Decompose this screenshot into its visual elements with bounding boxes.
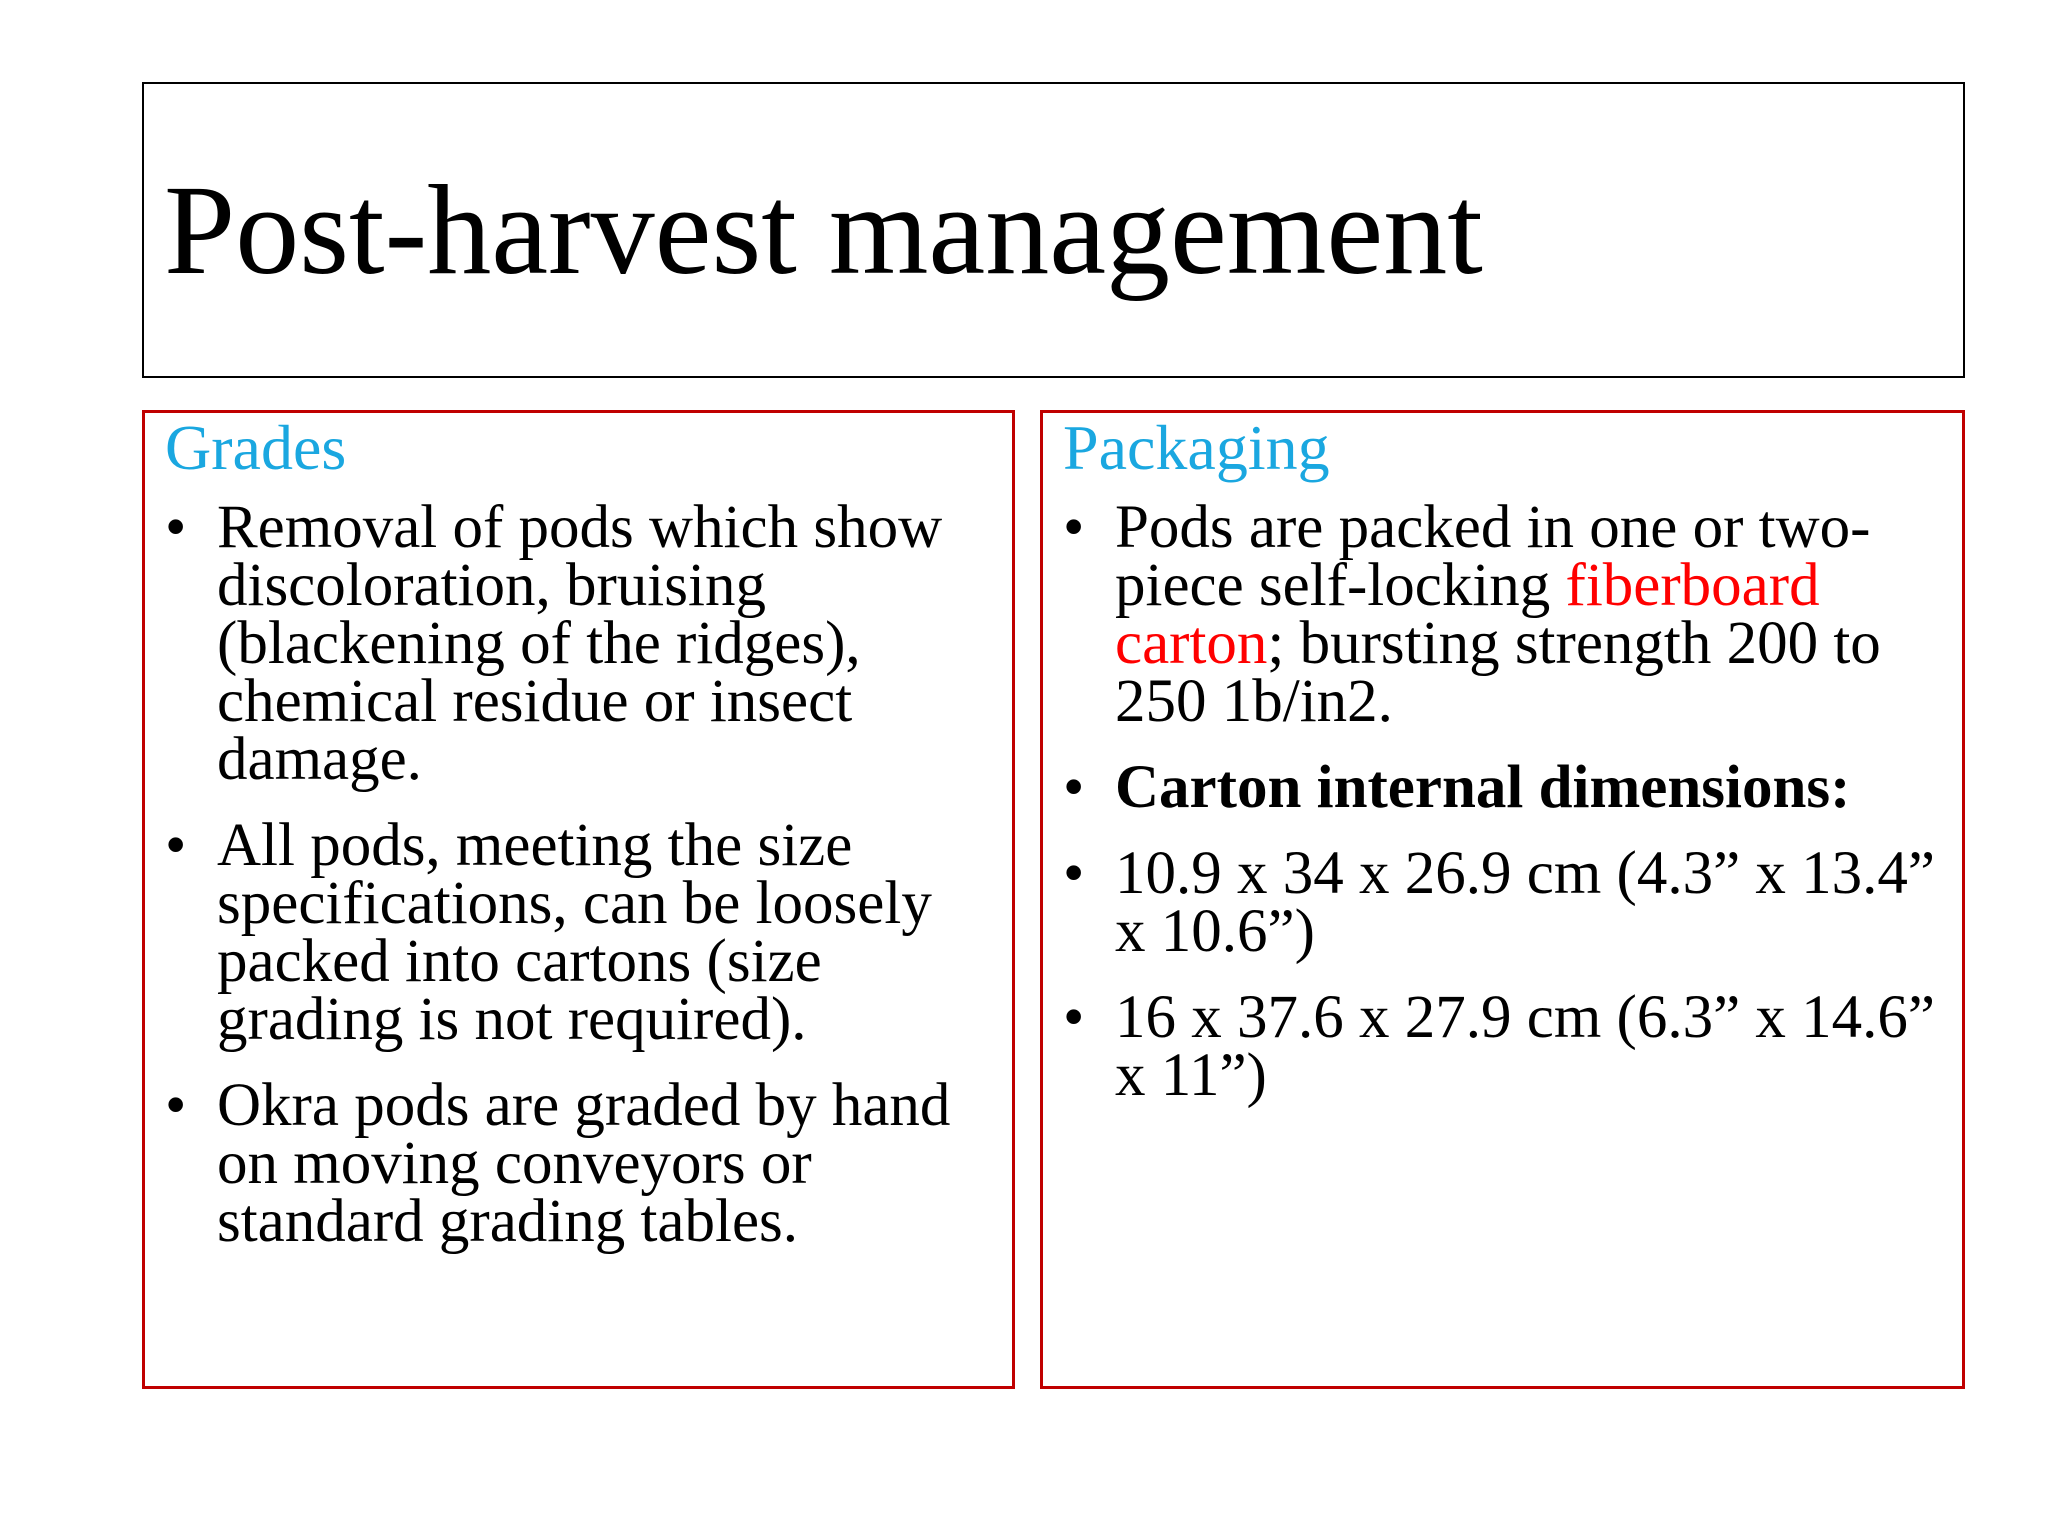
- grades-panel: [142, 410, 1015, 1389]
- carton-dimension-2: 16 x 37.6 x 27.9 cm (6.3” x 14.6” x 11”): [1115, 984, 1935, 1109]
- packaging-item-2: [1063, 754, 1956, 821]
- grades-item-2: [165, 812, 1006, 1053]
- grades-heading: Grades: [165, 412, 347, 483]
- bullet-icon: •: [1063, 494, 1085, 561]
- slide-title: Post-harvest management: [164, 159, 1483, 301]
- carton-dimension-1: 10.9 x 34 x 26.9 cm (4.3” x 13.4” x 10.6”): [1115, 840, 1935, 965]
- grades-item-text: Okra pods are graded by hand on moving conveyors or standard grading tables.: [217, 1072, 951, 1255]
- grades-list: [165, 494, 1006, 1279]
- bullet-icon: •: [1063, 754, 1085, 821]
- title-box: [142, 82, 1965, 378]
- packaging-item-1: [1063, 494, 1956, 735]
- bullet-icon: •: [165, 1072, 187, 1139]
- fiberboard-carton-highlight: fiberboard carton: [1115, 552, 1820, 677]
- bullet-icon: •: [165, 812, 187, 879]
- packaging-item-text-start: Pods are packed in one or two-piece self-locking: [1115, 494, 1871, 619]
- packaging-list: [1063, 494, 1956, 1133]
- bullet-icon: •: [1063, 984, 1085, 1051]
- packaging-item-text-end: ; bursting strength 200 to 250 1b/in2.: [1115, 610, 1881, 735]
- grades-item-3: [165, 1072, 1006, 1255]
- bullet-icon: •: [165, 494, 187, 561]
- grades-item-1: [165, 494, 1006, 793]
- packaging-item-4: [1063, 984, 1956, 1109]
- packaging-item-text: [1115, 494, 1881, 735]
- packaging-item-3: [1063, 840, 1956, 965]
- carton-dimensions-heading: Carton internal dimensions:: [1115, 754, 1851, 821]
- packaging-panel: [1040, 410, 1965, 1389]
- bullet-icon: •: [1063, 840, 1085, 907]
- packaging-heading: Packaging: [1063, 412, 1330, 483]
- grades-item-text: All pods, meeting the size specifications, can be loosely packed into cartons (size grading is not required).: [217, 812, 932, 1053]
- grades-item-text: Removal of pods which show discoloration, bruising (blackening of the ridges), chemical residue or insect damage.: [217, 494, 943, 793]
